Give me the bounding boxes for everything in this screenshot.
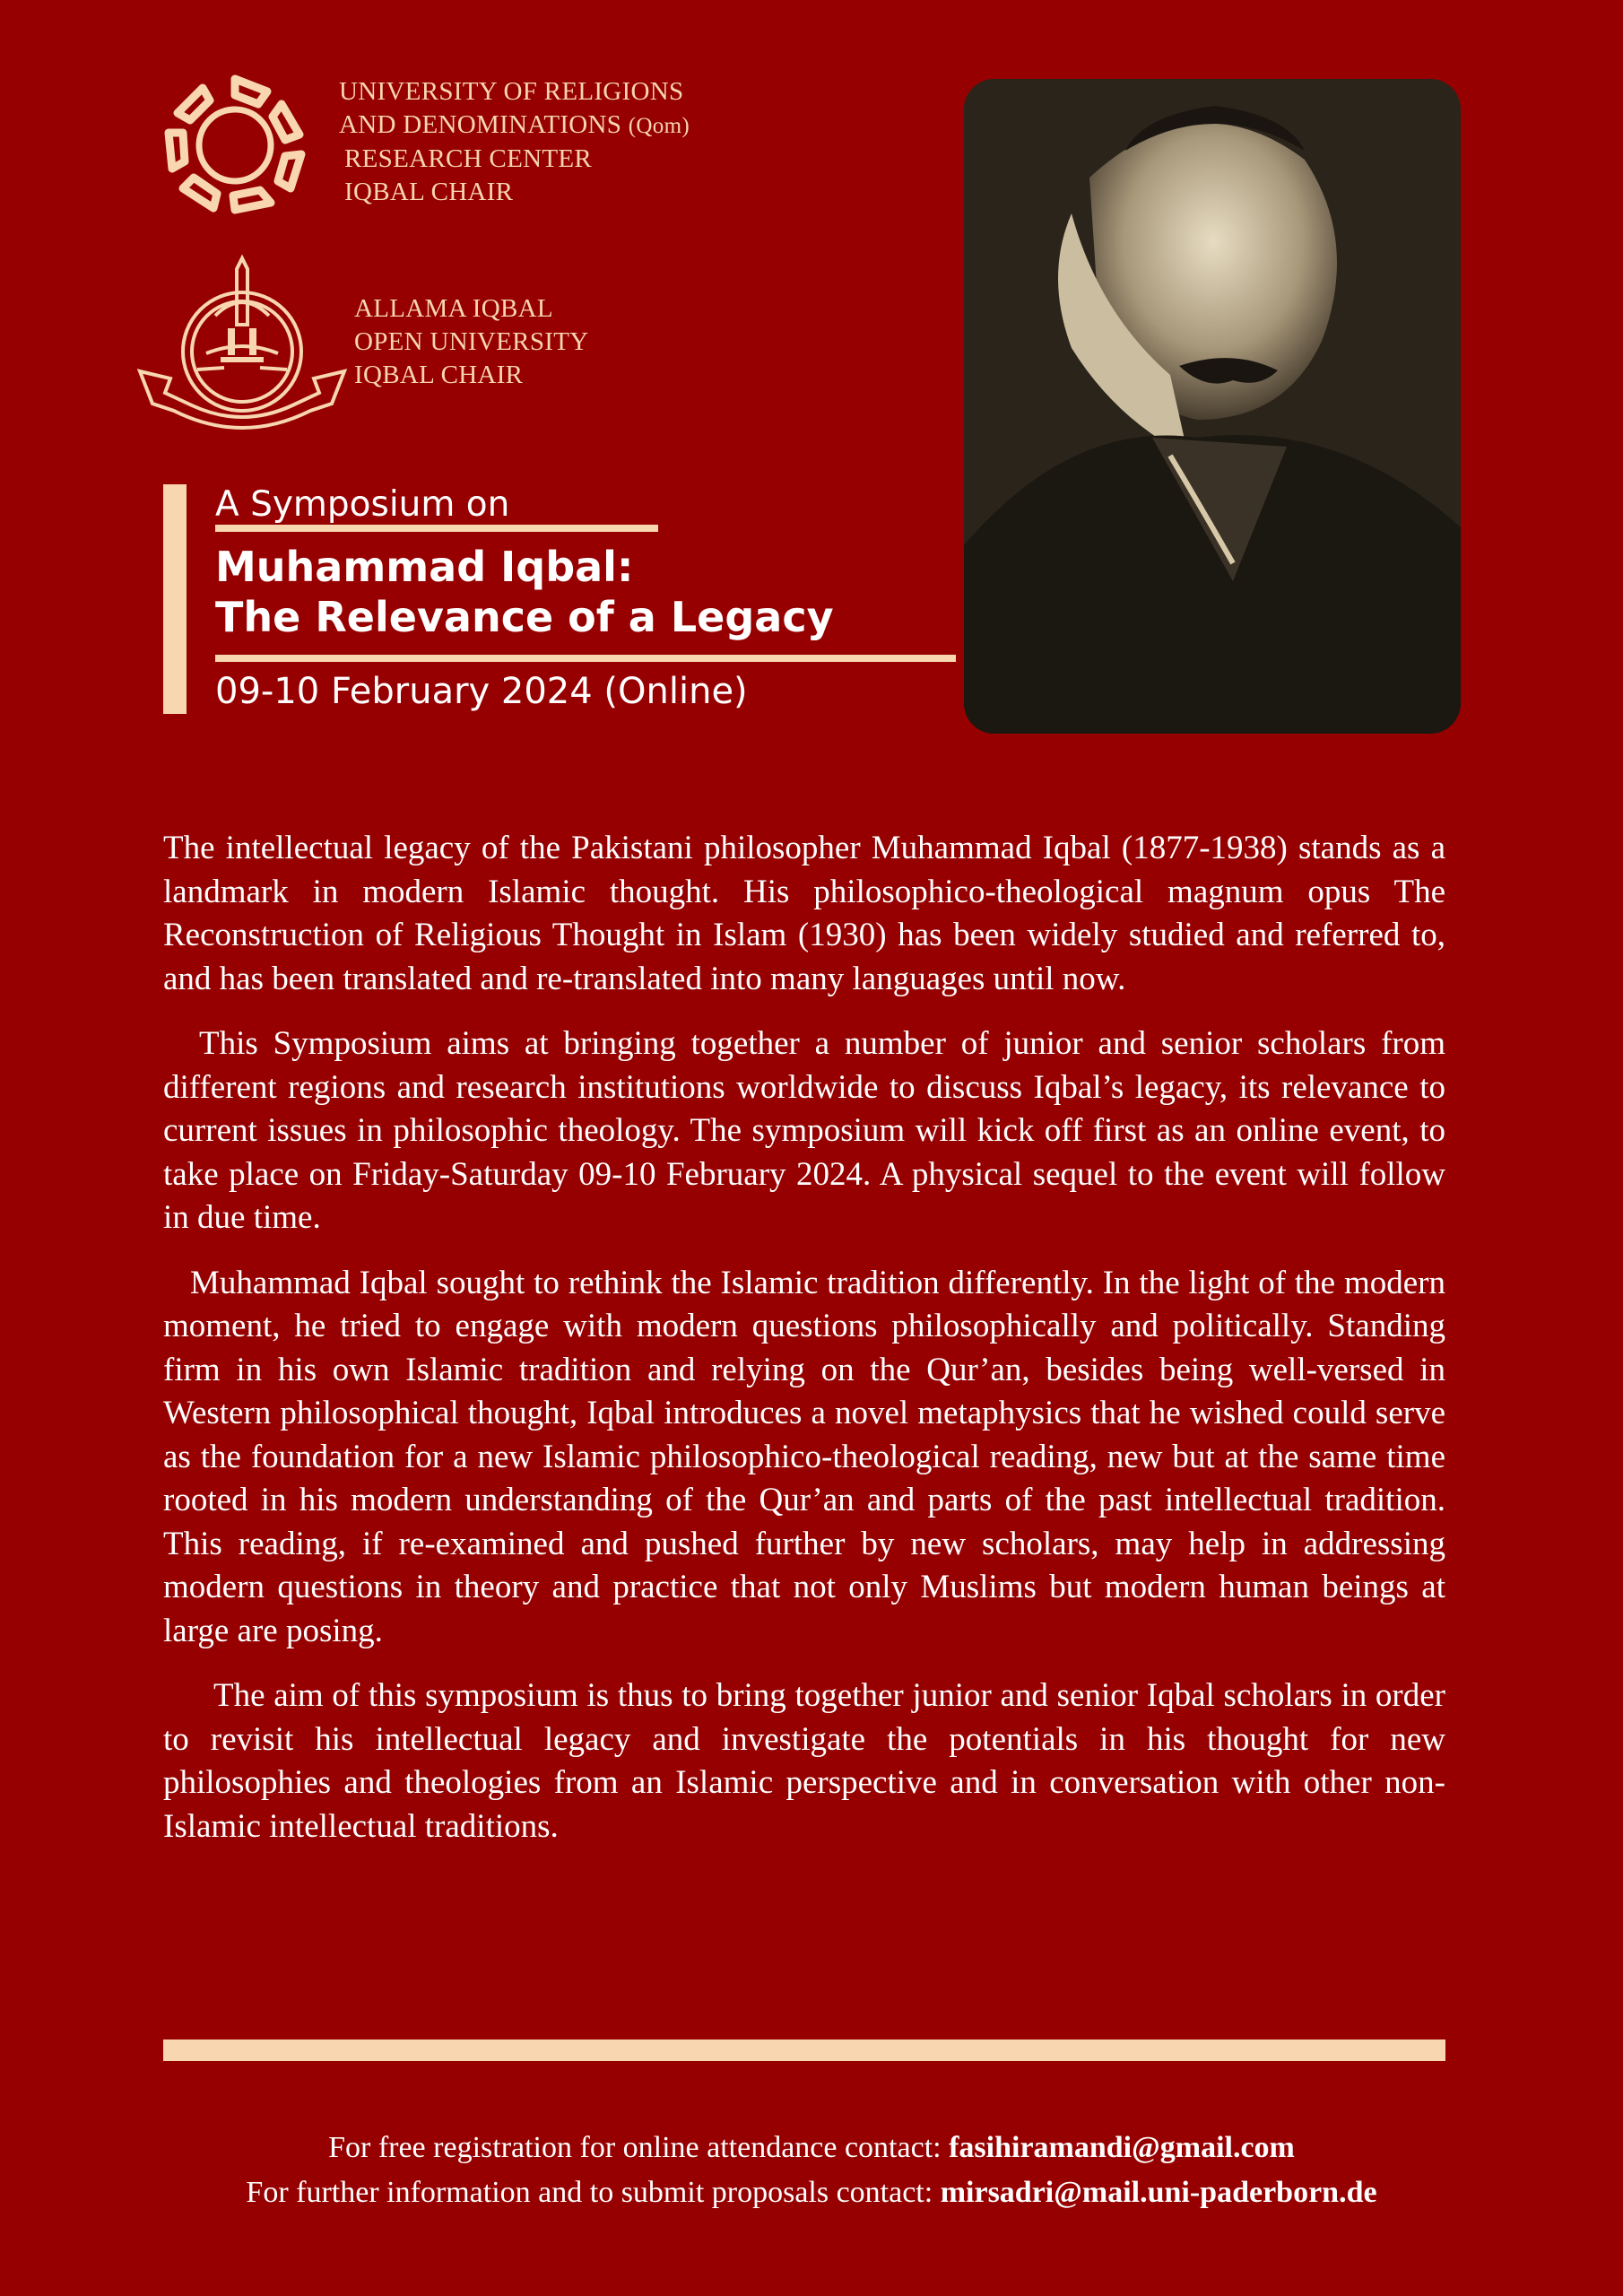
- paragraph-2: This Symposium aims at bringing together a number of junior and senior scholars from different regions and research institutions worldwide to discuss Iqbal’s legacy, its relevance to current issues in philosophic theology. The symposium will kick off first as an online event, to take place on Friday-Saturday 09-10 February 2024. A physical sequel to the event will follow in due time.: [163, 1025, 1445, 1236]
- title-line-1: Muhammad Iqbal:: [215, 543, 634, 591]
- event-dates: 09-10 February 2024 (Online): [215, 671, 748, 712]
- portrait-photo: [964, 79, 1461, 734]
- footer-divider: [163, 2039, 1445, 2061]
- page-title: [215, 542, 834, 642]
- title-accent-bar: [163, 484, 187, 714]
- contact-info: [0, 2126, 1623, 2215]
- symposium-kicker: A Symposium on: [215, 484, 510, 525]
- info-label: For further information and to submit proposals contact:: [246, 2176, 933, 2209]
- registration-email-link[interactable]: fasihiramandi@gmail.com: [949, 2131, 1295, 2164]
- registration-label: For free registration for online attendance contact:: [328, 2131, 942, 2164]
- registration-contact: [0, 2126, 1623, 2170]
- ured-line-2-qom: (Qom): [628, 114, 690, 138]
- ured-line-4: IQBAL CHAIR: [344, 178, 514, 206]
- info-email-link[interactable]: mirsadri@mail.uni-paderborn.de: [940, 2176, 1377, 2209]
- title-rule: [215, 655, 956, 662]
- symposium-description: [163, 827, 1445, 1870]
- ured-logo-text: [339, 75, 690, 209]
- ured-line-1: UNIVERSITY OF RELIGIONS: [339, 77, 684, 106]
- kicker-rule: [215, 525, 658, 532]
- portrait-illustration: [964, 79, 1461, 734]
- symposium-title-block: [163, 484, 834, 714]
- title-line-2: The Relevance of a Legacy: [215, 593, 834, 641]
- aiou-logo-text: [354, 292, 588, 392]
- ured-line-2: AND DENOMINATIONS (Qom): [339, 110, 690, 139]
- aiou-line-2: OPEN UNIVERSITY: [354, 327, 589, 356]
- interlocking-ring-logo-icon: [158, 68, 312, 219]
- paragraph-4: The aim of this symposium is thus to bring together junior and senior Iqbal scholars in order to revisit his intellectual legacy and investigate the potentials in his thought for new philosophies and theologies from an Islamic perspective and in conversation with other non-Islamic intellectual traditions.: [163, 1677, 1445, 1845]
- paragraph-1: The intellectual legacy of the Pakistani philosopher Muhammad Iqbal (1877-1938) stands as a landmark in modern Islamic thought. His philosophico-theological magnum opus The Reconstruction of Religious Thought in Islam (1930) has been widely studied and referred to, and has been translated and re-translated into many languages until now.: [163, 830, 1445, 997]
- aiou-line-1: ALLAMA IQBAL: [354, 294, 553, 323]
- info-contact: [0, 2170, 1623, 2215]
- paragraph-3: Muhammad Iqbal sought to rethink the Islamic tradition differently. In the light of the modern moment, he tried to engage with modern questions philosophically and politically. Standing firm in his own Islamic tradition and relying on the Qur’an, besides being well-versed in Western philosophical thought, Iqbal introduces a novel metaphysics that he wished could serve as the foundation for a new Islamic philosophico-theological reading, new but at the same time rooted in his modern understanding of the Qur’an and parts of the past intellectual tradition. This reading, if re-examined and pushed further by new scholars, may help in addressing modern questions in theory and practice that not only Muslims but modern human beings at large are posing.: [163, 1264, 1445, 1649]
- aiou-crest-logo-icon: [135, 253, 350, 441]
- aiou-line-3: IQBAL CHAIR: [354, 361, 524, 389]
- ured-line-3: RESEARCH CENTER: [344, 144, 592, 173]
